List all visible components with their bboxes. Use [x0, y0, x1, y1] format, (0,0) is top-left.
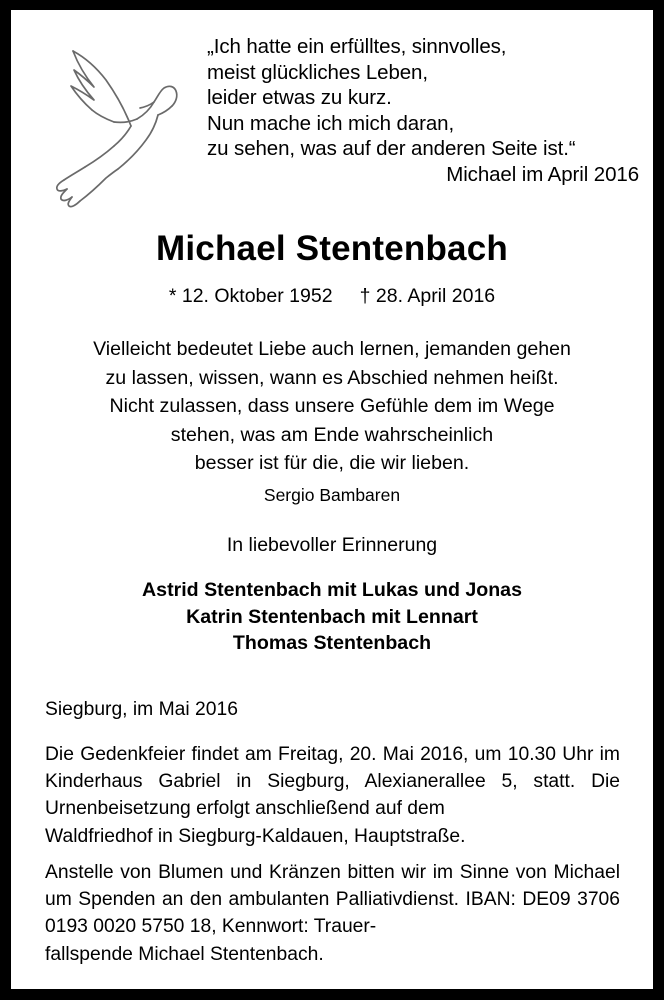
donation-text-last-line: fallspende Michael Stentenbach. [45, 943, 324, 965]
family-names [11, 577, 653, 657]
donation-text: Anstelle von Blumen und Kränzen bitten wir im Sinne von Michael um Spenden an den ambulanten Palliativdienst. IBAN: DE09 3706 0193 0020 5750 18, Kennwort: Trauer- [45, 862, 620, 938]
service-details [45, 741, 620, 850]
quote-line: Nun mache ich mich daran, [207, 111, 455, 135]
family-line: Thomas Stentenbach [232, 632, 432, 654]
quote-line: leider etwas zu kurz. [207, 86, 392, 110]
poem-line: Nicht zulassen, dass unsere Gefühle dem im Wege [109, 395, 555, 417]
family-line: Astrid Stentenbach mit Lukas und Jonas [142, 579, 522, 601]
poem-line: besser ist für die, die wir lieben. [194, 452, 470, 474]
quote-attribution: Michael im April 2016 [446, 162, 639, 186]
service-text-last-line: Waldfriedhof in Siegburg-Kaldauen, Hauptstraße. [45, 825, 466, 847]
donation-details [45, 859, 620, 968]
quote-line: zu sehen, was auf der anderen Seite ist.“ [207, 137, 576, 161]
memorial-poem [25, 335, 639, 509]
poem-line: zu lassen, wissen, wann es Abschied nehmen heißt. [105, 366, 559, 389]
quote-line: „Ich hatte ein erfülltes, sinnvolles, [207, 35, 507, 58]
life-dates: * 12. Oktober 1952 † 28. April 2016 [168, 285, 496, 307]
place-and-date: Siegburg, im Mai 2016 [45, 699, 238, 720]
quote-line: meist glückliches Leben, [207, 60, 428, 84]
family-line: Katrin Stentenbach mit Lennart [186, 605, 478, 628]
memory-intro: In liebevoller Erinnerung [226, 534, 438, 556]
notice-card [11, 10, 653, 989]
deceased-name: Michael Stentenbach [156, 229, 508, 268]
dove-icon [32, 27, 182, 212]
poem-author: Sergio Bambaren [263, 484, 401, 505]
opening-quote [207, 34, 639, 188]
service-text: Die Gedenkfeier findet am Freitag, 20. Mai 2016, um 10.30 Uhr im Kinderhaus Gabriel in Siegburg, Alexianerallee 5, statt. Die Urnenbeisetzung erfolgt anschließend auf dem [45, 744, 620, 820]
poem-line: stehen, was am Ende wahrscheinlich [170, 423, 494, 446]
poem-line: Vielleicht bedeutet Liebe auch lernen, jemanden gehen [93, 338, 571, 360]
